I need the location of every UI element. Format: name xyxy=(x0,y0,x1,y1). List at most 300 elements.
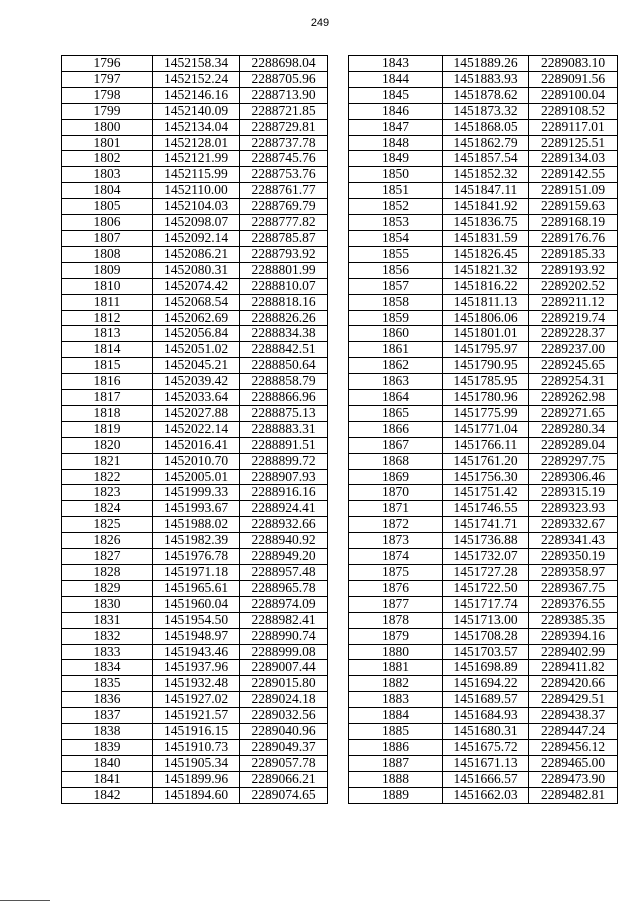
table-row xyxy=(349,708,618,724)
coordinate-x-cell: 1451741.71 xyxy=(443,517,529,533)
point-number-cell: 1885 xyxy=(349,724,443,740)
coordinate-y-cell: 2289456.12 xyxy=(529,739,618,755)
point-number-cell: 1863 xyxy=(349,374,443,390)
coordinate-x-cell: 1451954.50 xyxy=(153,612,240,628)
table-row xyxy=(62,405,328,421)
coordinate-y-cell: 2289254.31 xyxy=(529,374,618,390)
coordinate-y-cell: 2289100.04 xyxy=(529,87,618,103)
point-number-cell: 1805 xyxy=(62,199,153,215)
table-row xyxy=(62,549,328,565)
coordinate-y-cell: 2288801.99 xyxy=(240,262,328,278)
table-row xyxy=(62,469,328,485)
point-number-cell: 1804 xyxy=(62,183,153,199)
coordinate-x-cell: 1452027.88 xyxy=(153,405,240,421)
point-number-cell: 1826 xyxy=(62,533,153,549)
table-row xyxy=(349,374,618,390)
coordinate-y-cell: 2289066.21 xyxy=(240,771,328,787)
table-row xyxy=(62,692,328,708)
point-number-cell: 1820 xyxy=(62,437,153,453)
coordinate-x-cell: 1451816.22 xyxy=(443,278,529,294)
coordinate-y-cell: 2288899.72 xyxy=(240,453,328,469)
coordinate-y-cell: 2289151.09 xyxy=(529,183,618,199)
point-number-cell: 1856 xyxy=(349,262,443,278)
table-row xyxy=(349,501,618,517)
coordinate-y-cell: 2289376.55 xyxy=(529,596,618,612)
coordinate-x-cell: 1451766.11 xyxy=(443,437,529,453)
coordinate-y-cell: 2289134.03 xyxy=(529,151,618,167)
coordinate-x-cell: 1451988.02 xyxy=(153,517,240,533)
coordinate-y-cell: 2289367.75 xyxy=(529,580,618,596)
coordinate-x-cell: 1452033.64 xyxy=(153,390,240,406)
table-row xyxy=(349,71,618,87)
coordinate-x-cell: 1451785.95 xyxy=(443,374,529,390)
point-number-cell: 1841 xyxy=(62,771,153,787)
point-number-cell: 1859 xyxy=(349,310,443,326)
coordinate-y-cell: 2288974.09 xyxy=(240,596,328,612)
point-number-cell: 1865 xyxy=(349,405,443,421)
table-row xyxy=(62,374,328,390)
coordinate-y-cell: 2288826.26 xyxy=(240,310,328,326)
point-number-cell: 1842 xyxy=(62,787,153,803)
table-row xyxy=(62,390,328,406)
table-row xyxy=(62,56,328,72)
table-row xyxy=(62,199,328,215)
table-row xyxy=(349,628,618,644)
coordinate-x-cell: 1452056.84 xyxy=(153,326,240,342)
coordinate-x-cell: 1452080.31 xyxy=(153,262,240,278)
point-number-cell: 1868 xyxy=(349,453,443,469)
coordinate-x-cell: 1451771.04 xyxy=(443,421,529,437)
point-number-cell: 1858 xyxy=(349,294,443,310)
point-number-cell: 1876 xyxy=(349,580,443,596)
table-row xyxy=(62,135,328,151)
coordinate-y-cell: 2289015.80 xyxy=(240,676,328,692)
coordinate-y-cell: 2288769.79 xyxy=(240,199,328,215)
coordinate-x-cell: 1451811.13 xyxy=(443,294,529,310)
coordinate-x-cell: 1451713.00 xyxy=(443,612,529,628)
coordinate-x-cell: 1451806.06 xyxy=(443,310,529,326)
table-row xyxy=(349,199,618,215)
point-number-cell: 1819 xyxy=(62,421,153,437)
coordinate-y-cell: 2288729.81 xyxy=(240,119,328,135)
point-number-cell: 1862 xyxy=(349,358,443,374)
coordinate-x-cell: 1452158.34 xyxy=(153,56,240,72)
coordinate-y-cell: 2288842.51 xyxy=(240,342,328,358)
table-row xyxy=(62,151,328,167)
table-row xyxy=(62,119,328,135)
coordinate-y-cell: 2289482.81 xyxy=(529,787,618,803)
point-number-cell: 1850 xyxy=(349,167,443,183)
point-number-cell: 1849 xyxy=(349,151,443,167)
coordinate-x-cell: 1452074.42 xyxy=(153,278,240,294)
point-number-cell: 1813 xyxy=(62,326,153,342)
coordinate-y-cell: 2289447.24 xyxy=(529,724,618,740)
coordinate-y-cell: 2289465.00 xyxy=(529,755,618,771)
coordinate-y-cell: 2289211.12 xyxy=(529,294,618,310)
table-row xyxy=(349,485,618,501)
point-number-cell: 1870 xyxy=(349,485,443,501)
coordinate-y-cell: 2288721.85 xyxy=(240,103,328,119)
coordinate-y-cell: 2288940.92 xyxy=(240,533,328,549)
point-number-cell: 1806 xyxy=(62,215,153,231)
table-body xyxy=(349,56,618,804)
point-number-cell: 1799 xyxy=(62,103,153,119)
table-row xyxy=(62,87,328,103)
coordinate-x-cell: 1451862.79 xyxy=(443,135,529,151)
coordinate-y-cell: 2288761.77 xyxy=(240,183,328,199)
table-row xyxy=(62,676,328,692)
table-row xyxy=(349,278,618,294)
point-number-cell: 1839 xyxy=(62,739,153,755)
point-number-cell: 1879 xyxy=(349,628,443,644)
point-number-cell: 1887 xyxy=(349,755,443,771)
point-number-cell: 1852 xyxy=(349,199,443,215)
coordinate-x-cell: 1452152.24 xyxy=(153,71,240,87)
coordinate-x-cell: 1452121.99 xyxy=(153,151,240,167)
coordinate-table-right xyxy=(348,55,618,804)
table-row xyxy=(62,628,328,644)
coordinate-y-cell: 2289228.37 xyxy=(529,326,618,342)
table-row xyxy=(349,262,618,278)
coordinate-y-cell: 2288705.96 xyxy=(240,71,328,87)
table-row xyxy=(349,342,618,358)
table-row xyxy=(349,660,618,676)
table-row xyxy=(349,755,618,771)
coordinate-y-cell: 2288932.66 xyxy=(240,517,328,533)
coordinate-y-cell: 2289142.55 xyxy=(529,167,618,183)
coordinate-y-cell: 2289159.63 xyxy=(529,199,618,215)
point-number-cell: 1844 xyxy=(349,71,443,87)
coordinate-y-cell: 2289262.98 xyxy=(529,390,618,406)
coordinate-x-cell: 1451965.61 xyxy=(153,580,240,596)
point-number-cell: 1869 xyxy=(349,469,443,485)
coordinate-x-cell: 1452051.02 xyxy=(153,342,240,358)
point-number-cell: 1855 xyxy=(349,246,443,262)
point-number-cell: 1884 xyxy=(349,708,443,724)
coordinate-x-cell: 1451976.78 xyxy=(153,549,240,565)
point-number-cell: 1857 xyxy=(349,278,443,294)
coordinate-x-cell: 1451746.55 xyxy=(443,501,529,517)
coordinate-y-cell: 2289108.52 xyxy=(529,103,618,119)
table-row xyxy=(349,390,618,406)
coordinate-x-cell: 1451790.95 xyxy=(443,358,529,374)
coordinate-x-cell: 1452005.01 xyxy=(153,469,240,485)
point-number-cell: 1814 xyxy=(62,342,153,358)
coordinate-x-cell: 1452086.21 xyxy=(153,246,240,262)
coordinate-y-cell: 2288999.08 xyxy=(240,644,328,660)
coordinate-x-cell: 1451675.72 xyxy=(443,739,529,755)
table-row xyxy=(349,517,618,533)
coordinate-y-cell: 2288793.92 xyxy=(240,246,328,262)
coordinate-y-cell: 2289420.66 xyxy=(529,676,618,692)
coordinate-x-cell: 1451684.93 xyxy=(443,708,529,724)
point-number-cell: 1835 xyxy=(62,676,153,692)
coordinate-y-cell: 2289074.65 xyxy=(240,787,328,803)
coordinate-x-cell: 1452016.41 xyxy=(153,437,240,453)
point-number-cell: 1817 xyxy=(62,390,153,406)
coordinate-y-cell: 2289411.82 xyxy=(529,660,618,676)
coordinate-x-cell: 1451703.57 xyxy=(443,644,529,660)
table-row xyxy=(349,87,618,103)
coordinate-x-cell: 1451795.97 xyxy=(443,342,529,358)
coordinate-y-cell: 2289385.35 xyxy=(529,612,618,628)
coordinate-y-cell: 2288883.31 xyxy=(240,421,328,437)
coordinate-y-cell: 2288834.38 xyxy=(240,326,328,342)
coordinate-x-cell: 1451889.26 xyxy=(443,56,529,72)
coordinate-y-cell: 2288753.76 xyxy=(240,167,328,183)
coordinate-y-cell: 2289402.99 xyxy=(529,644,618,660)
coordinate-y-cell: 2289323.93 xyxy=(529,501,618,517)
table-row xyxy=(349,692,618,708)
point-number-cell: 1807 xyxy=(62,230,153,246)
coordinate-x-cell: 1451883.93 xyxy=(443,71,529,87)
table-row xyxy=(62,755,328,771)
coordinate-x-cell: 1451873.32 xyxy=(443,103,529,119)
coordinate-y-cell: 2289306.46 xyxy=(529,469,618,485)
point-number-cell: 1818 xyxy=(62,405,153,421)
table-row xyxy=(349,612,618,628)
table-row xyxy=(62,612,328,628)
coordinate-y-cell: 2288818.16 xyxy=(240,294,328,310)
point-number-cell: 1847 xyxy=(349,119,443,135)
coordinate-x-cell: 1451761.20 xyxy=(443,453,529,469)
table-row xyxy=(62,517,328,533)
point-number-cell: 1836 xyxy=(62,692,153,708)
table-row xyxy=(349,676,618,692)
point-number-cell: 1867 xyxy=(349,437,443,453)
coordinate-y-cell: 2288907.93 xyxy=(240,469,328,485)
coordinate-x-cell: 1451910.73 xyxy=(153,739,240,755)
coordinate-y-cell: 2289117.01 xyxy=(529,119,618,135)
point-number-cell: 1808 xyxy=(62,246,153,262)
page-number: 249 xyxy=(310,17,330,29)
coordinate-y-cell: 2288785.87 xyxy=(240,230,328,246)
coordinate-y-cell: 2288810.07 xyxy=(240,278,328,294)
coordinate-x-cell: 1451943.46 xyxy=(153,644,240,660)
coordinate-x-cell: 1452104.03 xyxy=(153,199,240,215)
table-row xyxy=(62,294,328,310)
table-row xyxy=(349,453,618,469)
table-row xyxy=(349,167,618,183)
coordinate-y-cell: 2289040.96 xyxy=(240,724,328,740)
coordinate-y-cell: 2289237.00 xyxy=(529,342,618,358)
coordinate-x-cell: 1451836.75 xyxy=(443,215,529,231)
table-row xyxy=(62,262,328,278)
point-number-cell: 1796 xyxy=(62,56,153,72)
point-number-cell: 1824 xyxy=(62,501,153,517)
coordinate-y-cell: 2288916.16 xyxy=(240,485,328,501)
point-number-cell: 1873 xyxy=(349,533,443,549)
point-number-cell: 1829 xyxy=(62,580,153,596)
point-number-cell: 1872 xyxy=(349,517,443,533)
point-number-cell: 1821 xyxy=(62,453,153,469)
table-row xyxy=(62,310,328,326)
coordinate-x-cell: 1451847.11 xyxy=(443,183,529,199)
table-row xyxy=(349,644,618,660)
coordinate-x-cell: 1451671.13 xyxy=(443,755,529,771)
table-row xyxy=(62,485,328,501)
coordinate-x-cell: 1451722.50 xyxy=(443,580,529,596)
table-row xyxy=(349,405,618,421)
coordinate-x-cell: 1451732.07 xyxy=(443,549,529,565)
table-row xyxy=(349,358,618,374)
coordinate-y-cell: 2288745.76 xyxy=(240,151,328,167)
coordinate-x-cell: 1451780.96 xyxy=(443,390,529,406)
table-row xyxy=(349,151,618,167)
point-number-cell: 1828 xyxy=(62,565,153,581)
coordinate-y-cell: 2289394.16 xyxy=(529,628,618,644)
table-row xyxy=(62,533,328,549)
table-row xyxy=(349,787,618,803)
table-row xyxy=(349,533,618,549)
point-number-cell: 1810 xyxy=(62,278,153,294)
coordinate-x-cell: 1451708.28 xyxy=(443,628,529,644)
point-number-cell: 1883 xyxy=(349,692,443,708)
table-row xyxy=(349,310,618,326)
table-row xyxy=(349,596,618,612)
coordinate-y-cell: 2288891.51 xyxy=(240,437,328,453)
coordinate-x-cell: 1451999.33 xyxy=(153,485,240,501)
point-number-cell: 1840 xyxy=(62,755,153,771)
coordinate-y-cell: 2289007.44 xyxy=(240,660,328,676)
table-row xyxy=(62,183,328,199)
table-row xyxy=(349,580,618,596)
coordinate-y-cell: 2289057.78 xyxy=(240,755,328,771)
coordinate-y-cell: 2289168.19 xyxy=(529,215,618,231)
table-row xyxy=(349,469,618,485)
point-number-cell: 1843 xyxy=(349,56,443,72)
coordinate-y-cell: 2288713.90 xyxy=(240,87,328,103)
coordinate-y-cell: 2289176.76 xyxy=(529,230,618,246)
coordinate-y-cell: 2288737.78 xyxy=(240,135,328,151)
table-row xyxy=(349,326,618,342)
coordinate-x-cell: 1451878.62 xyxy=(443,87,529,103)
coordinate-x-cell: 1452098.07 xyxy=(153,215,240,231)
point-number-cell: 1832 xyxy=(62,628,153,644)
point-number-cell: 1877 xyxy=(349,596,443,612)
coordinate-y-cell: 2289438.37 xyxy=(529,708,618,724)
coordinate-x-cell: 1451960.04 xyxy=(153,596,240,612)
coordinate-y-cell: 2289125.51 xyxy=(529,135,618,151)
point-number-cell: 1866 xyxy=(349,421,443,437)
table-row xyxy=(62,453,328,469)
point-number-cell: 1889 xyxy=(349,787,443,803)
point-number-cell: 1861 xyxy=(349,342,443,358)
coordinate-x-cell: 1451948.97 xyxy=(153,628,240,644)
coordinate-y-cell: 2289280.34 xyxy=(529,421,618,437)
point-number-cell: 1864 xyxy=(349,390,443,406)
table-row xyxy=(349,565,618,581)
point-number-cell: 1875 xyxy=(349,565,443,581)
point-number-cell: 1797 xyxy=(62,71,153,87)
coordinate-y-cell: 2288990.74 xyxy=(240,628,328,644)
table-row xyxy=(349,56,618,72)
coordinate-y-cell: 2289193.92 xyxy=(529,262,618,278)
table-row xyxy=(62,644,328,660)
coordinate-x-cell: 1452128.01 xyxy=(153,135,240,151)
coordinate-y-cell: 2288858.79 xyxy=(240,374,328,390)
coordinate-x-cell: 1451689.57 xyxy=(443,692,529,708)
table-row xyxy=(62,342,328,358)
table-row xyxy=(349,549,618,565)
coordinate-y-cell: 2289297.75 xyxy=(529,453,618,469)
point-number-cell: 1833 xyxy=(62,644,153,660)
table-row xyxy=(349,739,618,755)
table-row xyxy=(62,771,328,787)
coordinate-x-cell: 1451717.74 xyxy=(443,596,529,612)
point-number-cell: 1888 xyxy=(349,771,443,787)
coordinate-x-cell: 1452010.70 xyxy=(153,453,240,469)
coordinate-y-cell: 2289332.67 xyxy=(529,517,618,533)
point-number-cell: 1815 xyxy=(62,358,153,374)
coordinate-x-cell: 1451916.15 xyxy=(153,724,240,740)
coordinate-x-cell: 1451932.48 xyxy=(153,676,240,692)
coordinate-x-cell: 1451801.01 xyxy=(443,326,529,342)
coordinate-y-cell: 2289245.65 xyxy=(529,358,618,374)
coordinate-x-cell: 1451857.54 xyxy=(443,151,529,167)
coordinate-y-cell: 2289315.19 xyxy=(529,485,618,501)
table-row xyxy=(349,724,618,740)
point-number-cell: 1846 xyxy=(349,103,443,119)
table-row xyxy=(349,421,618,437)
table-row xyxy=(62,660,328,676)
point-number-cell: 1827 xyxy=(62,549,153,565)
table-row xyxy=(349,103,618,119)
table-row xyxy=(62,278,328,294)
table-row xyxy=(62,230,328,246)
table-row xyxy=(349,215,618,231)
coordinate-y-cell: 2288982.41 xyxy=(240,612,328,628)
coordinate-x-cell: 1452062.69 xyxy=(153,310,240,326)
coordinate-y-cell: 2289350.19 xyxy=(529,549,618,565)
coordinate-x-cell: 1452092.14 xyxy=(153,230,240,246)
table-row xyxy=(62,565,328,581)
point-number-cell: 1882 xyxy=(349,676,443,692)
coordinate-y-cell: 2289289.04 xyxy=(529,437,618,453)
table-row xyxy=(62,739,328,755)
table-row xyxy=(62,787,328,803)
point-number-cell: 1823 xyxy=(62,485,153,501)
table-row xyxy=(349,135,618,151)
point-number-cell: 1800 xyxy=(62,119,153,135)
coordinate-x-cell: 1451831.59 xyxy=(443,230,529,246)
coordinate-x-cell: 1452022.14 xyxy=(153,421,240,437)
coordinate-x-cell: 1451756.30 xyxy=(443,469,529,485)
point-number-cell: 1825 xyxy=(62,517,153,533)
coordinate-x-cell: 1451826.45 xyxy=(443,246,529,262)
point-number-cell: 1837 xyxy=(62,708,153,724)
table-row xyxy=(349,246,618,262)
coordinate-y-cell: 2289358.97 xyxy=(529,565,618,581)
coordinate-x-cell: 1452140.09 xyxy=(153,103,240,119)
coordinate-y-cell: 2289185.33 xyxy=(529,246,618,262)
table-row xyxy=(62,326,328,342)
coordinate-y-cell: 2289091.56 xyxy=(529,71,618,87)
coordinate-x-cell: 1451982.39 xyxy=(153,533,240,549)
coordinate-x-cell: 1452068.54 xyxy=(153,294,240,310)
point-number-cell: 1845 xyxy=(349,87,443,103)
point-number-cell: 1802 xyxy=(62,151,153,167)
table-row xyxy=(349,294,618,310)
point-number-cell: 1831 xyxy=(62,612,153,628)
coordinate-x-cell: 1451937.96 xyxy=(153,660,240,676)
coordinate-x-cell: 1451971.18 xyxy=(153,565,240,581)
coordinate-x-cell: 1451894.60 xyxy=(153,787,240,803)
coordinate-y-cell: 2289049.37 xyxy=(240,739,328,755)
coordinate-x-cell: 1452045.21 xyxy=(153,358,240,374)
coordinate-y-cell: 2289473.90 xyxy=(529,771,618,787)
point-number-cell: 1851 xyxy=(349,183,443,199)
